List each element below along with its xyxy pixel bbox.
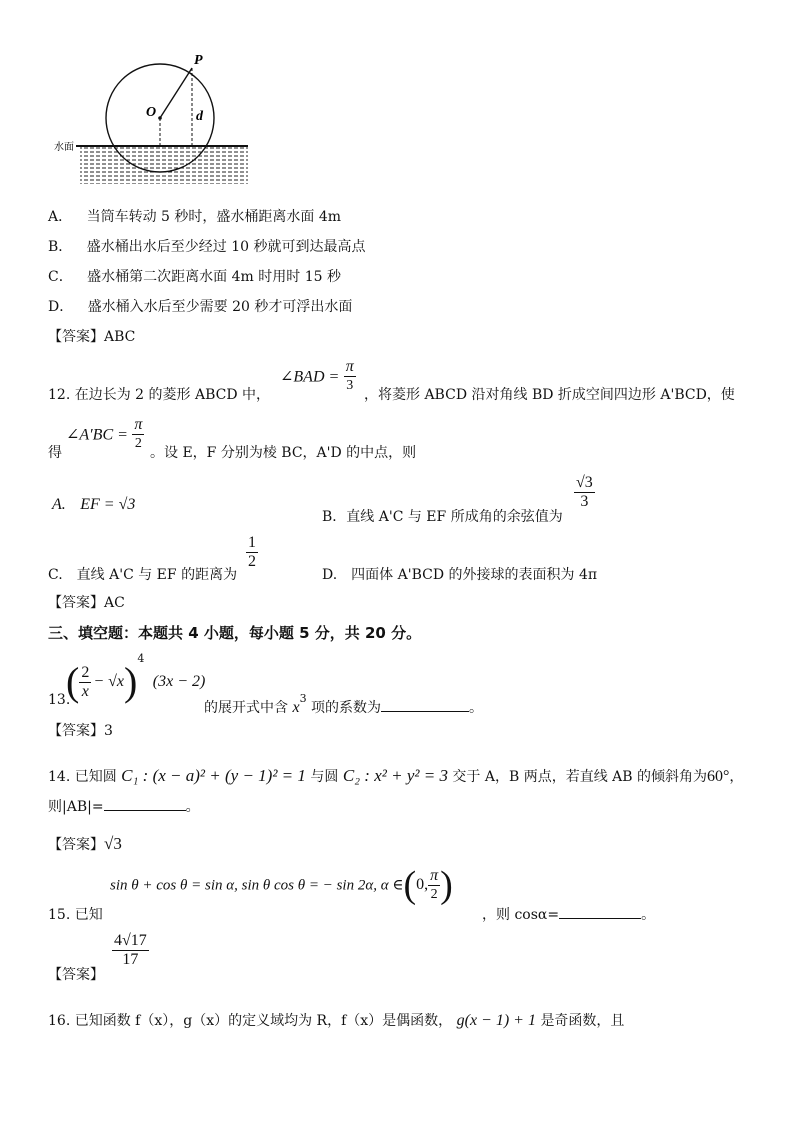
q13-number: 13. [48,692,71,708]
option-letter: B． [48,239,73,255]
water-area [80,146,248,184]
q12-option-b [322,506,563,526]
q12-text: 12. 在边长为 2 的菱形 ABCD 中， [48,387,271,403]
q15-label: 15. 已知 [48,907,103,923]
q12-answer [48,592,125,612]
q12-text: 得 [48,445,62,461]
option-letter: A． [48,209,73,225]
q14-line1: 14. 已知圆 C₁ : (x − a)² + (y − 1)² = 1 与圆 C₂ : x² + y² = 3 交于 A，B 两点，若直线 AB 的倾斜角为60°， [48,766,744,785]
answer-label: 【答案】 [48,967,104,983]
q13-answer [48,720,113,740]
answer-value: √3 [104,834,122,853]
q14-line2: 则|AB|= 。 [48,799,200,815]
circle-c2: C₂ : x² + y² = 3 [342,766,448,785]
fraction-sqrt3-3: $\frac{√3}{3}$ [576,474,593,510]
fraction-2-x: $\frac{2}{x}$ [81,663,90,700]
q12-line2b [150,442,416,462]
q12-text: 。设 E，F 分别为棱 BC，A'D 的中点，则 [150,445,417,461]
option-math: EF = √3 [80,496,136,513]
q14-answer [48,834,122,854]
q13-text: 的展开式中含 $x^3$ 项的系数为 。 [204,692,484,716]
q12-angle-abc [66,416,144,453]
radius-OP [160,68,192,118]
answer-value: AC [104,595,125,611]
answer-label: 【答案】 [48,837,104,853]
q13-expression: ( $\frac{2}{x}$ − √x)$^4$ (3x − 2) [66,652,206,704]
section-heading: 三、填空题：本题共 4 小题，每小题 5 分，共 20 分。 [48,624,422,642]
q12-angle-bad [280,358,356,395]
q11-option-c [48,266,341,286]
q15-answer [48,964,104,984]
fraction-pi-3: $\frac{\pi}{3}$ [345,358,354,393]
waterwheel-figure [48,50,258,190]
answer-label: 【答案】 [48,595,104,611]
answer-label: 【答案】 [48,329,104,345]
option-text: 盛水桶第二次距离水面 4m 时用时 15 秒 [87,269,341,285]
option-letter: C． [48,269,73,285]
q15-answer-frac [112,932,149,969]
q16-line1: 16. 已知函数 f（x），g（x）的定义域均为 R，f（x）是偶函数， g(x − 1) + 1 是奇函数，且 [48,1012,625,1029]
q12-option-c [48,564,237,584]
q15-math: sin θ + cos θ = sin α, sin θ cos θ = − sin 2α, α ∈(0, $\frac{\pi}{2}$ ) [110,864,453,906]
option-letter: A. [52,496,66,513]
label-P: P [194,53,203,68]
fraction-answer: $\frac{4√17}{17}$ [114,932,147,968]
option-text: 盛水桶出水后至少经过 10 秒就可到达最高点 [86,239,366,255]
option-text: D. 四面体 A'BCD 的外接球的表面积为 4π [322,567,598,583]
angle-expr: ∠BAD = [280,368,340,386]
label-water: 水面 [54,142,74,153]
option-letter: D． [48,299,74,315]
center-point [158,116,162,120]
q11-option-b [48,236,365,256]
option-text: C. 直线 A'C 与 EF 的距离为 [48,567,238,583]
option-text: 盛水桶入水后至少需要 20 秒才可浮出水面 [87,299,353,315]
q15-text: ，则 cosα= 。 [482,907,656,923]
option-text: 当筒车转动 5 秒时，盛水桶距离水面 4m [86,209,342,225]
q11-option-a [48,206,341,226]
q12-line2a [48,442,62,462]
answer-value: 3 [104,723,113,739]
fraction-1-2: $\frac{1}{2}$ [248,534,256,570]
label-O: O [146,105,157,120]
fraction-pi-2: $\frac{\pi}{2}$ [134,416,143,451]
answer-blank[interactable] [104,810,186,811]
answer-blank[interactable] [381,711,469,712]
label-d: d [196,109,203,124]
fraction-pi-2: $\frac{\pi}{2}$ [430,866,439,902]
q11-option-d [48,296,352,316]
q12-option-a [52,496,135,514]
q12-line1 [48,384,270,404]
answer-blank[interactable] [559,918,641,919]
q12-line1b [364,384,735,404]
answer-value: ABC [104,329,136,345]
q12-option-b-frac [574,474,595,511]
circle-c1: C₁ : (x − a)² + (y − 1)² = 1 [121,766,306,785]
q12-option-c-frac [246,534,258,571]
option-text: B．直线 A'C 与 EF 所成角的余弦值为 [322,509,563,525]
q11-answer [48,326,135,346]
q12-option-d [322,564,597,584]
answer-label: 【答案】 [48,723,104,739]
angle-expr: ∠A′BC = [66,426,128,444]
q12-text: ，将菱形 ABCD 沿对角线 BD 折成空间四边形 A'BCD，使 [364,387,735,403]
